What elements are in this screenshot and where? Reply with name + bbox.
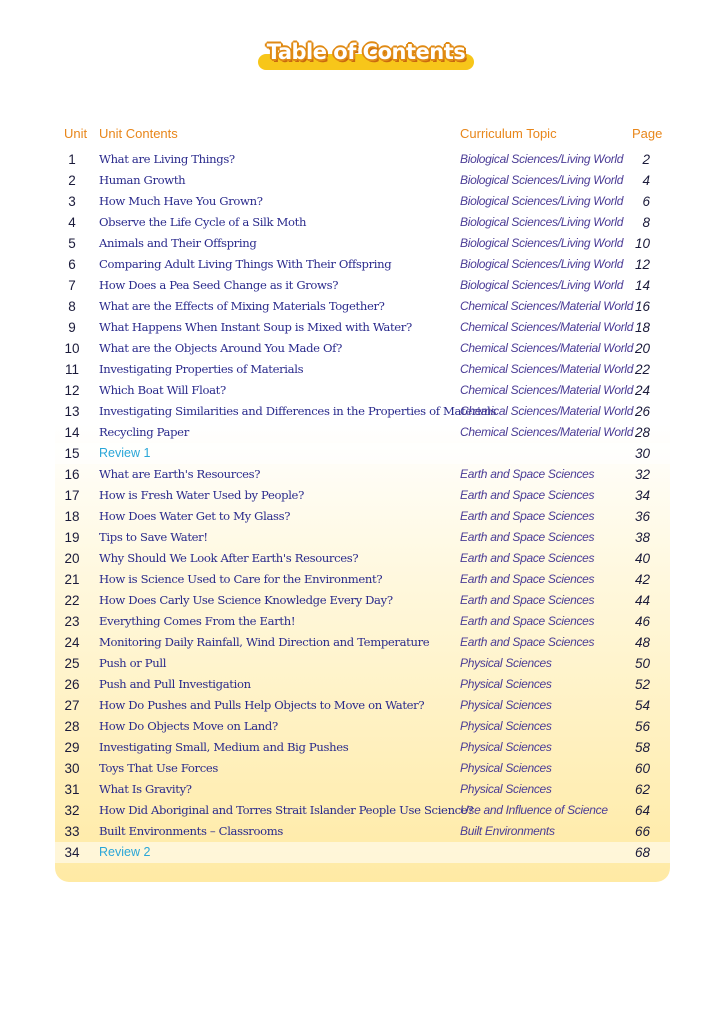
unit-number: 1 <box>68 152 76 167</box>
review-row[interactable] <box>55 842 670 863</box>
unit-title: How Does a Pea Seed Change as it Grows? <box>99 278 339 292</box>
unit-number: 23 <box>64 614 80 629</box>
unit-title: Why Should We Look After Earth's Resources? <box>99 551 359 565</box>
unit-number: 27 <box>64 698 80 713</box>
unit-number: 32 <box>64 803 80 818</box>
curriculum-topic: Physical Sciences <box>460 761 552 775</box>
unit-title: Recycling Paper <box>99 425 189 439</box>
curriculum-topic: Biological Sciences/Living World <box>460 215 624 229</box>
curriculum-topic: Biological Sciences/Living World <box>460 257 624 271</box>
unit-title: Everything Comes From the Earth! <box>99 614 296 628</box>
unit-title: Push or Pull <box>99 656 167 670</box>
unit-title: What Is Gravity? <box>99 782 192 796</box>
page-number: 26 <box>634 404 650 419</box>
header-unit-contents: Unit Contents <box>99 126 178 141</box>
curriculum-topic: Biological Sciences/Living World <box>460 278 624 292</box>
unit-title: What are the Objects Around You Made Of? <box>99 341 342 355</box>
unit-number: 2 <box>68 173 76 188</box>
unit-title: Push and Pull Investigation <box>99 677 251 691</box>
unit-number: 4 <box>68 215 76 230</box>
table-row[interactable] <box>55 527 670 548</box>
unit-number: 33 <box>64 824 80 839</box>
unit-title: How Did Aboriginal and Torres Strait Islander People Use Science? <box>99 803 474 817</box>
curriculum-topic: Biological Sciences/Living World <box>460 173 624 187</box>
page-number: 28 <box>634 425 650 440</box>
curriculum-topic: Physical Sciences <box>460 698 552 712</box>
unit-title: Toys That Use Forces <box>99 761 218 775</box>
page-number: 42 <box>634 572 650 587</box>
page-number: 8 <box>642 215 650 230</box>
page-number: 16 <box>634 299 650 314</box>
unit-number: 26 <box>64 677 80 692</box>
unit-title: What Happens When Instant Soup is Mixed with Water? <box>99 320 412 334</box>
page-number: 30 <box>634 446 650 461</box>
unit-title: Review 2 <box>99 845 151 859</box>
page-number: 44 <box>634 593 650 608</box>
unit-number: 28 <box>64 719 80 734</box>
curriculum-topic: Physical Sciences <box>460 656 552 670</box>
unit-number: 9 <box>68 320 76 335</box>
page-number: 2 <box>642 152 650 167</box>
table-row[interactable] <box>55 380 670 401</box>
page-number: 46 <box>634 614 650 629</box>
page-number: 18 <box>634 320 650 335</box>
curriculum-topic: Use and Influence of Science <box>460 803 608 817</box>
table-row[interactable] <box>55 422 670 443</box>
unit-title: How is Science Used to Care for the Environment? <box>99 572 383 586</box>
page-number: 56 <box>634 719 650 734</box>
unit-title: What are the Effects of Mixing Materials Together? <box>99 299 385 313</box>
unit-title: Animals and Their Offspring <box>99 236 257 250</box>
unit-number: 10 <box>64 341 80 356</box>
unit-number: 34 <box>64 845 80 860</box>
page-number: 64 <box>634 803 650 818</box>
page-number: 66 <box>634 824 650 839</box>
page-number: 22 <box>634 362 650 377</box>
curriculum-topic: Earth and Space Sciences <box>460 593 595 607</box>
curriculum-topic: Earth and Space Sciences <box>460 572 595 586</box>
curriculum-topic: Earth and Space Sciences <box>460 467 595 481</box>
table-row[interactable] <box>55 464 670 485</box>
curriculum-topic: Chemical Sciences/Material World <box>460 299 634 313</box>
review-row[interactable] <box>55 443 670 464</box>
curriculum-topic: Chemical Sciences/Material World <box>460 320 634 334</box>
page-number: 24 <box>634 383 650 398</box>
unit-number: 3 <box>68 194 76 209</box>
curriculum-topic: Earth and Space Sciences <box>460 488 595 502</box>
unit-number: 18 <box>64 509 80 524</box>
page-title: Table of Contents <box>266 40 466 64</box>
table-row[interactable] <box>55 338 670 359</box>
unit-title: What are Earth's Resources? <box>99 467 261 481</box>
unit-number: 5 <box>68 236 76 251</box>
curriculum-topic: Chemical Sciences/Material World <box>460 425 634 439</box>
table-row[interactable] <box>55 653 670 674</box>
page-number: 20 <box>634 341 650 356</box>
page-number: 58 <box>634 740 650 755</box>
table-row[interactable] <box>55 569 670 590</box>
unit-title: Review 1 <box>99 446 151 460</box>
table-row[interactable] <box>55 716 670 737</box>
table-row[interactable] <box>55 296 670 317</box>
unit-title: How Does Carly Use Science Knowledge Every Day? <box>99 593 393 607</box>
table-row[interactable] <box>55 695 670 716</box>
curriculum-topic: Earth and Space Sciences <box>460 509 595 523</box>
unit-number: 21 <box>64 572 80 587</box>
curriculum-topic: Physical Sciences <box>460 719 552 733</box>
unit-title: Monitoring Daily Rainfall, Wind Direction and Temperature <box>99 635 430 649</box>
table-row[interactable] <box>55 191 670 212</box>
table-row[interactable] <box>55 632 670 653</box>
unit-title: Investigating Properties of Materials <box>99 362 304 376</box>
unit-title: How Does Water Get to My Glass? <box>99 509 291 523</box>
page-number: 14 <box>634 278 650 293</box>
table-row[interactable] <box>55 674 670 695</box>
table-row[interactable] <box>55 149 670 170</box>
unit-number: 16 <box>64 467 80 482</box>
table-row[interactable] <box>55 611 670 632</box>
curriculum-topic: Physical Sciences <box>460 782 552 796</box>
unit-title: Human Growth <box>99 173 186 187</box>
unit-number: 14 <box>64 425 80 440</box>
curriculum-topic: Earth and Space Sciences <box>460 614 595 628</box>
table-row[interactable] <box>55 485 670 506</box>
unit-title: Comparing Adult Living Things With Their Offspring <box>99 257 392 271</box>
page-number: 40 <box>634 551 650 566</box>
page-number: 10 <box>634 236 650 251</box>
table-row[interactable] <box>55 170 670 191</box>
unit-title: Observe the Life Cycle of a Silk Moth <box>99 215 307 229</box>
table-row[interactable] <box>55 758 670 779</box>
table-row[interactable] <box>55 821 670 842</box>
title-banner <box>258 42 474 72</box>
table-row[interactable] <box>55 254 670 275</box>
unit-title: Built Environments – Classrooms <box>99 824 284 838</box>
unit-title: Tips to Save Water! <box>99 530 208 544</box>
page-number: 60 <box>634 761 650 776</box>
page-number: 52 <box>634 677 650 692</box>
page-number: 62 <box>634 782 650 797</box>
page-number: 54 <box>634 698 650 713</box>
curriculum-topic: Chemical Sciences/Material World <box>460 341 634 355</box>
table-row[interactable] <box>55 800 670 821</box>
page-number: 4 <box>642 173 650 188</box>
header-curriculum-topic: Curriculum Topic <box>460 126 557 141</box>
unit-title: How Do Pushes and Pulls Help Objects to Move on Water? <box>99 698 425 712</box>
unit-number: 17 <box>64 488 80 503</box>
header-page: Page <box>632 126 663 141</box>
curriculum-topic: Earth and Space Sciences <box>460 551 595 565</box>
curriculum-topic: Biological Sciences/Living World <box>460 152 624 166</box>
unit-number: 20 <box>64 551 80 566</box>
curriculum-topic: Chemical Sciences/Material World <box>460 362 634 376</box>
table-row[interactable] <box>55 548 670 569</box>
table-row[interactable] <box>55 233 670 254</box>
unit-number: 15 <box>64 446 80 461</box>
unit-title: Investigating Similarities and Differences in the Properties of Materials <box>99 404 496 418</box>
curriculum-topic: Biological Sciences/Living World <box>460 236 624 250</box>
unit-title: Which Boat Will Float? <box>99 383 226 397</box>
unit-title: Investigating Small, Medium and Big Pushes <box>99 740 349 754</box>
table-row[interactable] <box>55 359 670 380</box>
unit-number: 7 <box>68 278 76 293</box>
table-row[interactable] <box>55 275 670 296</box>
page-number: 38 <box>634 530 650 545</box>
unit-number: 8 <box>68 299 76 314</box>
unit-number: 31 <box>64 782 80 797</box>
curriculum-topic: Chemical Sciences/Material World <box>460 404 634 418</box>
unit-number: 24 <box>64 635 80 650</box>
page-number: 68 <box>634 845 650 860</box>
unit-number: 25 <box>64 656 80 671</box>
table-row[interactable] <box>55 212 670 233</box>
table-row[interactable] <box>55 737 670 758</box>
page-number: 36 <box>634 509 650 524</box>
unit-number: 19 <box>64 530 80 545</box>
curriculum-topic: Earth and Space Sciences <box>460 530 595 544</box>
table-row[interactable] <box>55 401 670 422</box>
unit-number: 22 <box>64 593 80 608</box>
table-row[interactable] <box>55 590 670 611</box>
unit-number: 6 <box>68 257 76 272</box>
unit-number: 29 <box>64 740 80 755</box>
curriculum-topic: Physical Sciences <box>460 740 552 754</box>
page-number: 12 <box>634 257 650 272</box>
curriculum-topic: Physical Sciences <box>460 677 552 691</box>
unit-title: How Much Have You Grown? <box>99 194 263 208</box>
unit-number: 12 <box>64 383 80 398</box>
table-row[interactable] <box>55 779 670 800</box>
unit-title: How Do Objects Move on Land? <box>99 719 278 733</box>
table-row[interactable] <box>55 506 670 527</box>
page-number: 48 <box>634 635 650 650</box>
curriculum-topic: Biological Sciences/Living World <box>460 194 624 208</box>
unit-number: 11 <box>64 362 79 377</box>
header-unit: Unit <box>64 126 88 141</box>
curriculum-topic: Chemical Sciences/Material World <box>460 383 634 397</box>
curriculum-topic: Earth and Space Sciences <box>460 635 595 649</box>
curriculum-topic: Built Environments <box>460 824 555 838</box>
unit-number: 13 <box>64 404 80 419</box>
page-number: 34 <box>634 488 650 503</box>
unit-title: How is Fresh Water Used by People? <box>99 488 304 502</box>
page-number: 32 <box>634 467 650 482</box>
page-number: 50 <box>634 656 650 671</box>
unit-title: What are Living Things? <box>99 152 235 166</box>
page-number: 6 <box>642 194 650 209</box>
table-row[interactable] <box>55 317 670 338</box>
unit-number: 30 <box>64 761 80 776</box>
